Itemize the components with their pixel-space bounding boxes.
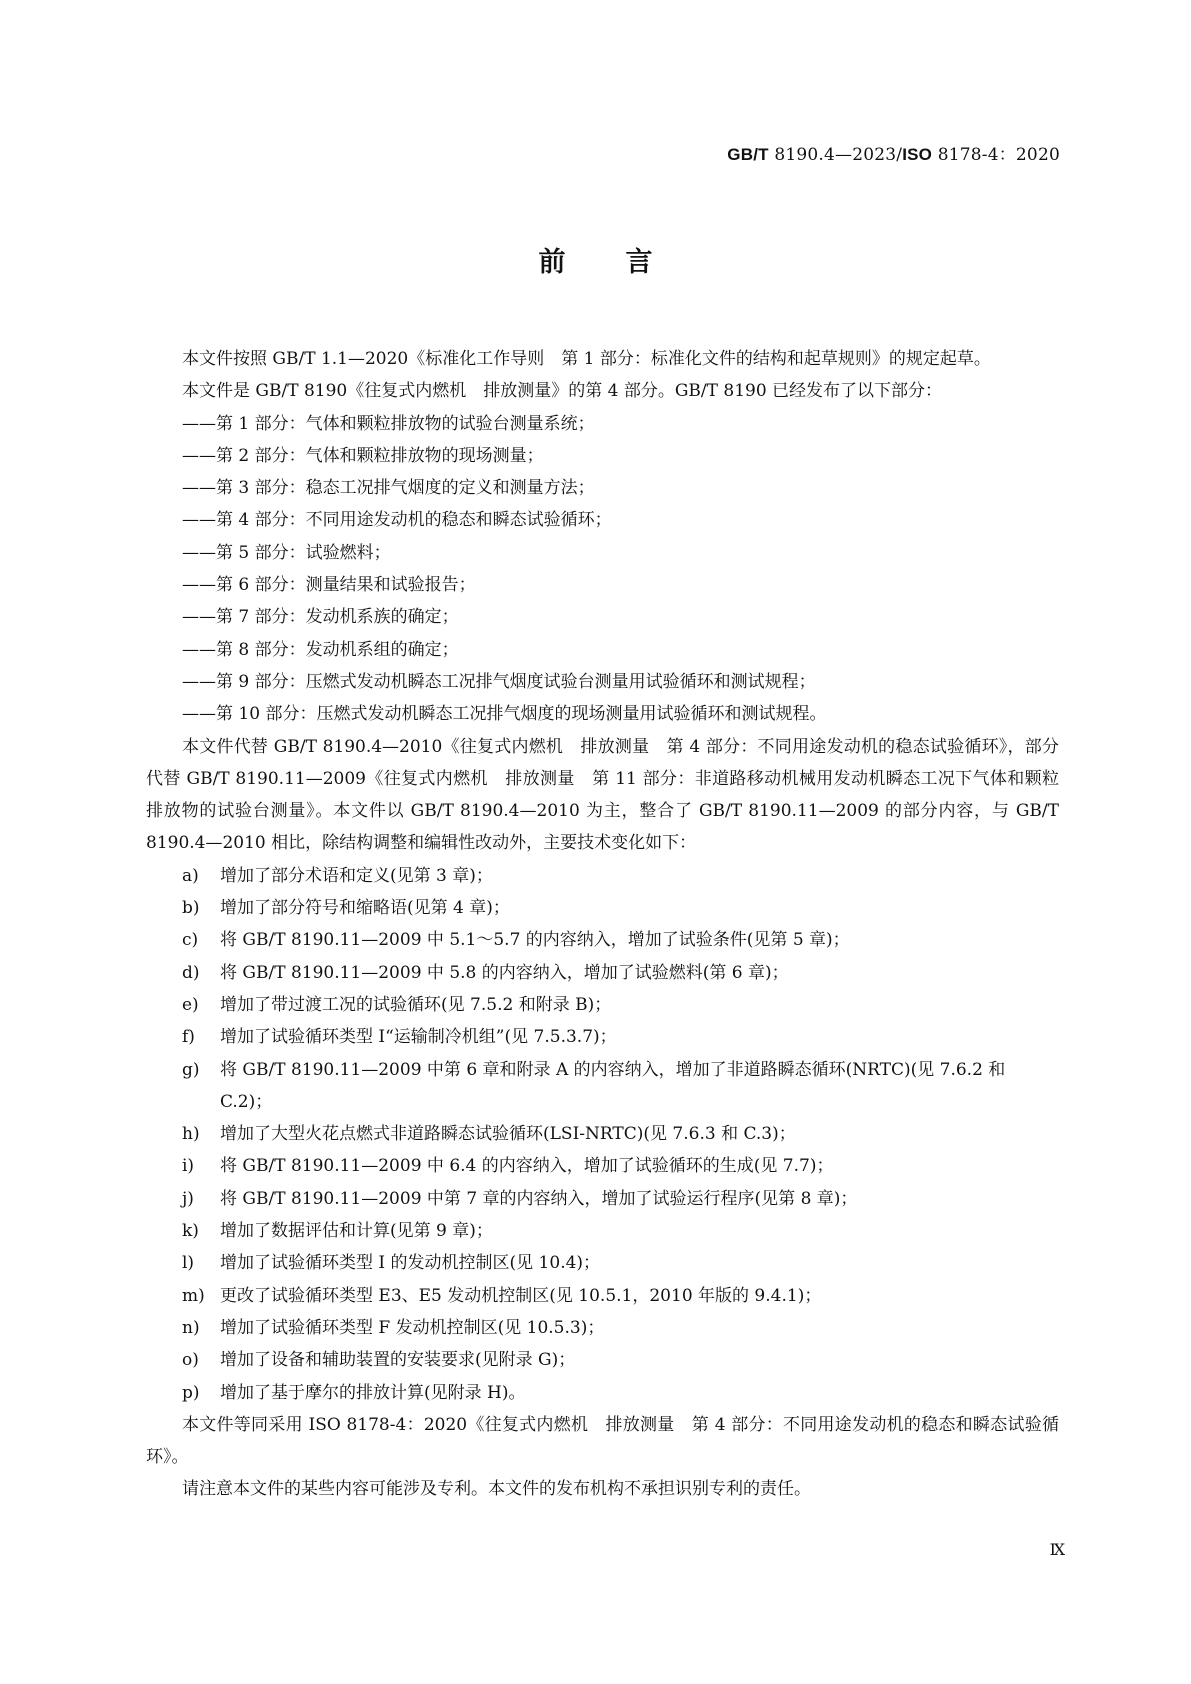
list-item-label: g) — [182, 1059, 200, 1080]
list-item: ——第 4 部分：不同用途发动机的稳态和瞬态试验循环； — [182, 510, 612, 531]
list-item — [146, 1054, 1059, 1119]
list-item-text: 增加了数据评估和计算(见第 9 章)； — [220, 1221, 493, 1242]
list-item — [146, 1118, 1059, 1150]
list-item-text: 增加了部分术语和定义(见第 3 章)； — [220, 865, 493, 886]
list-item-label: e) — [182, 994, 199, 1015]
list-item — [146, 1183, 1059, 1215]
paragraph-series-intro: 本文件是 GB/T 8190《往复式内燃机 排放测量》的第 4 部分。GB/T 8190 已经发布了以下部分： — [182, 381, 943, 402]
list-item-label: k) — [182, 1221, 199, 1242]
paragraph-drafting-rules: 本文件按照 GB/T 1.1—2020《标准化工作导则 第 1 部分：标准化文件的结构和起草规则》的规定起草。 — [182, 349, 991, 369]
list-item — [146, 1377, 1059, 1409]
list-item-text: 增加了大型火花点燃式非道路瞬态试验循环(LSI-NRTC)(见 7.6.3 和 C.3)； — [220, 1124, 796, 1145]
list-item — [146, 924, 1059, 956]
paragraph-patent-notice: 请注意本文件的某些内容可能涉及专利。本文件的发布机构不承担识别专利的责任。 — [182, 1479, 811, 1500]
list-item-label: p) — [182, 1382, 200, 1403]
parts-list — [146, 408, 1059, 731]
list-item-label: h) — [182, 1124, 200, 1145]
page-title: 前言 — [538, 247, 713, 278]
list-item: ——第 10 部分：压燃式发动机瞬态工况排气烟度的现场测量用试验循环和测试规程。 — [182, 704, 827, 725]
list-item-text: 将 GB/T 8190.11—2009 中第 6 章和附录 A 的内容纳入，增加了非道路瞬态循环(NRTC)(见 7.6.2 和 C.2)； — [220, 1059, 1006, 1112]
list-item — [146, 1247, 1059, 1279]
list-item-label: b) — [182, 898, 200, 919]
list-item-text: 将 GB/T 8190.11—2009 中 6.4 的内容纳入，增加了试验循环的生成(见 7.7)； — [220, 1156, 834, 1177]
list-item-label: d) — [182, 962, 200, 983]
list-item — [146, 1021, 1059, 1053]
list-item — [146, 1150, 1059, 1182]
list-item-text: 将 GB/T 8190.11—2009 中第 7 章的内容纳入，增加了试验运行程序(见第 8 章)； — [220, 1188, 858, 1209]
list-item — [146, 860, 1059, 892]
list-item — [146, 957, 1059, 989]
list-item-label: c) — [182, 930, 199, 951]
list-item-text: 将 GB/T 8190.11—2009 中 5.8 的内容纳入，增加了试验燃料(第 6 章)； — [220, 962, 789, 983]
page-number: Ⅸ — [1049, 1540, 1065, 1559]
paragraph-replacement: 本文件代替 GB/T 8190.4—2010《往复式内燃机 排放测量 第 4 部分：不同用途发动机的稳态试验循环》，部分代替 GB/T 8190.11—2009《往复式内燃机 排放测量 第 11 部分：非道路移动机械用发动机瞬态工况下气体和颗粒排放物的试验台测量》。本文件以 GB/T 8190.4—2010 为主，整合了 GB/T 8190.11—2009 的部分内容，与 GB/T 8190.4—2010 相比，除结构调整和编辑性改动外，主要技术变化如下： — [146, 736, 1059, 854]
list-item: ——第 3 部分：稳态工况排气烟度的定义和测量方法； — [182, 478, 595, 499]
list-item — [146, 1280, 1059, 1312]
list-item: ——第 5 部分：试验燃料； — [182, 542, 391, 563]
list-item-text: 增加了部分符号和缩略语(见第 4 章)； — [220, 898, 510, 919]
list-item — [146, 1312, 1059, 1344]
list-item — [146, 892, 1059, 924]
list-item-label: n) — [182, 1317, 200, 1338]
list-item-text: 将 GB/T 8190.11—2009 中 5.1～5.7 的内容纳入，增加了试验条件(见第 5 章)； — [220, 930, 850, 951]
list-item-label: j) — [182, 1188, 194, 1209]
list-item: ——第 1 部分：气体和颗粒排放物的试验台测量系统； — [182, 413, 595, 434]
list-item-label: i) — [182, 1156, 195, 1177]
paragraph-iso-equivalence: 本文件等同采用 ISO 8178-4：2020《往复式内燃机 排放测量 第 4 部分：不同用途发动机的稳态和瞬态试验循环》。 — [146, 1414, 1059, 1468]
list-item-label: f) — [182, 1027, 195, 1048]
iso-number: 8178-4：2020 — [932, 145, 1060, 165]
list-item-text: 增加了带过渡工况的试验循环(见 7.5.2 和附录 B)； — [220, 994, 612, 1015]
list-item: ——第 8 部分：发动机系组的确定； — [182, 639, 459, 660]
list-item: ——第 9 部分：压燃式发动机瞬态工况排气烟度试验台测量用试验循环和测试规程； — [182, 671, 816, 692]
list-item-text: 更改了试验循环类型 E3、E5 发动机控制区(见 10.5.1，2010 年版的 9.4.1)； — [220, 1285, 822, 1306]
list-item-text: 增加了基于摩尔的排放计算(见附录 H)。 — [220, 1382, 526, 1403]
list-item: ——第 2 部分：气体和颗粒排放物的现场测量； — [182, 445, 544, 466]
list-item-label: m) — [182, 1285, 205, 1306]
list-item: ——第 7 部分：发动机系族的确定； — [182, 607, 459, 628]
changes-list — [146, 860, 1059, 1409]
list-item — [146, 1344, 1059, 1376]
foreword-body — [146, 343, 1059, 1506]
document-header — [727, 140, 1060, 165]
list-item-text: 增加了试验循环类型 F 发动机控制区(见 10.5.3)； — [220, 1317, 605, 1338]
list-item — [146, 989, 1059, 1021]
standard-prefix: GB/T — [727, 145, 769, 164]
standard-number: 8190.4—2023/ — [768, 145, 903, 165]
list-item — [146, 1215, 1059, 1247]
list-item-text: 增加了试验循环类型 I 的发动机控制区(见 10.4)； — [220, 1253, 601, 1274]
list-item-label: a) — [182, 865, 199, 886]
list-item-label: l) — [182, 1253, 195, 1274]
list-item-text: 增加了设备和辅助装置的安装要求(见附录 G)； — [220, 1350, 576, 1371]
list-item-label: o) — [182, 1350, 199, 1371]
iso-prefix: ISO — [902, 145, 933, 164]
list-item: ——第 6 部分：测量结果和试验报告； — [182, 575, 476, 596]
list-item-text: 增加了试验循环类型 I“运输制冷机组”(见 7.5.3.7)； — [220, 1027, 617, 1048]
